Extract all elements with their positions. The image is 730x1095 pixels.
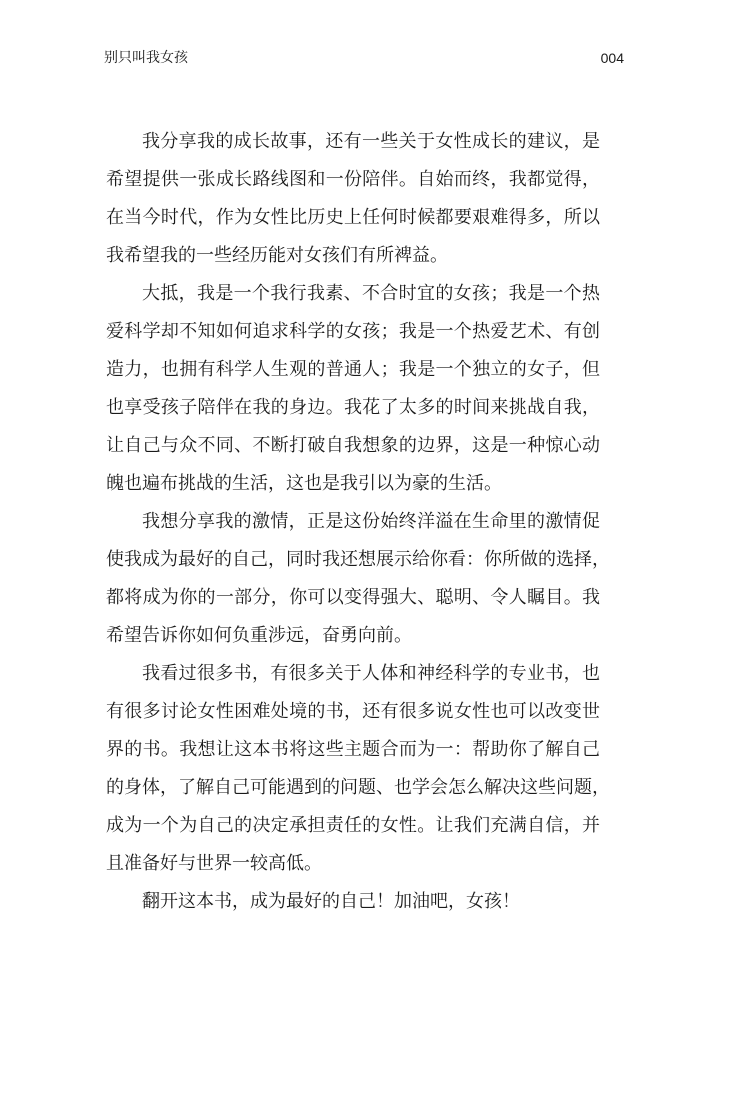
text-line: 我希望我的一些经历能对女孩们有所裨益。 <box>106 245 448 266</box>
text-line: 都将成为你的一部分，你可以变得强大、聪明、令人瞩目。我 <box>106 587 600 608</box>
text-line: 大抵，我是一个我行我素、不合时宜的女孩；我是一个热 <box>142 283 600 304</box>
text-line: 的身体，了解自己可能遇到的问题、也学会怎么解决这些问题， <box>106 777 610 798</box>
text-line: 希望告诉你如何负重涉远，奋勇向前。 <box>106 625 412 646</box>
text-line: 在当今时代，作为女性比历史上任何时候都要艰难得多，所以 <box>106 207 600 228</box>
text-line: 让自己与众不同、不断打破自我想象的边界，这是一种惊心动 <box>106 435 600 456</box>
text-line: 魄也遍布挑战的生活，这也是我引以为豪的生活。 <box>106 473 502 494</box>
text-line: 我分享我的成长故事，还有一些关于女性成长的建议，是 <box>142 131 600 152</box>
text-line: 且准备好与世界一较高低。 <box>106 853 322 874</box>
text-line: 使我成为最好的自己，同时我还想展示给你看：你所做的选择， <box>106 549 610 570</box>
text-line: 造力，也拥有科学人生观的普通人；我是一个独立的女子，但 <box>106 359 600 380</box>
text-line: 有很多讨论女性困难处境的书，还有很多说女性也可以改变世 <box>106 701 600 722</box>
text-line: 我看过很多书，有很多关于人体和神经科学的专业书，也 <box>142 663 600 684</box>
page-number: 004 <box>600 50 624 66</box>
text-line: 也享受孩子陪伴在我的身边。我花了太多的时间来挑战自我， <box>106 397 600 418</box>
text-line: 界的书。我想让这本书将这些主题合而为一：帮助你了解自己 <box>106 739 600 760</box>
text-line: 翻开这本书，成为最好的自己！加油吧，女孩！ <box>142 891 520 912</box>
text-line: 爱科学却不知如何追求科学的女孩；我是一个热爱艺术、有创 <box>106 321 600 342</box>
text-line: 成为一个为自己的决定承担责任的女性。让我们充满自信，并 <box>106 815 600 836</box>
running-header-book-title: 别只叫我女孩 <box>104 50 188 66</box>
text-line: 希望提供一张成长路线图和一份陪伴。自始而终，我都觉得， <box>106 169 600 190</box>
text-line: 我想分享我的激情，正是这份始终洋溢在生命里的激情促 <box>142 511 600 532</box>
